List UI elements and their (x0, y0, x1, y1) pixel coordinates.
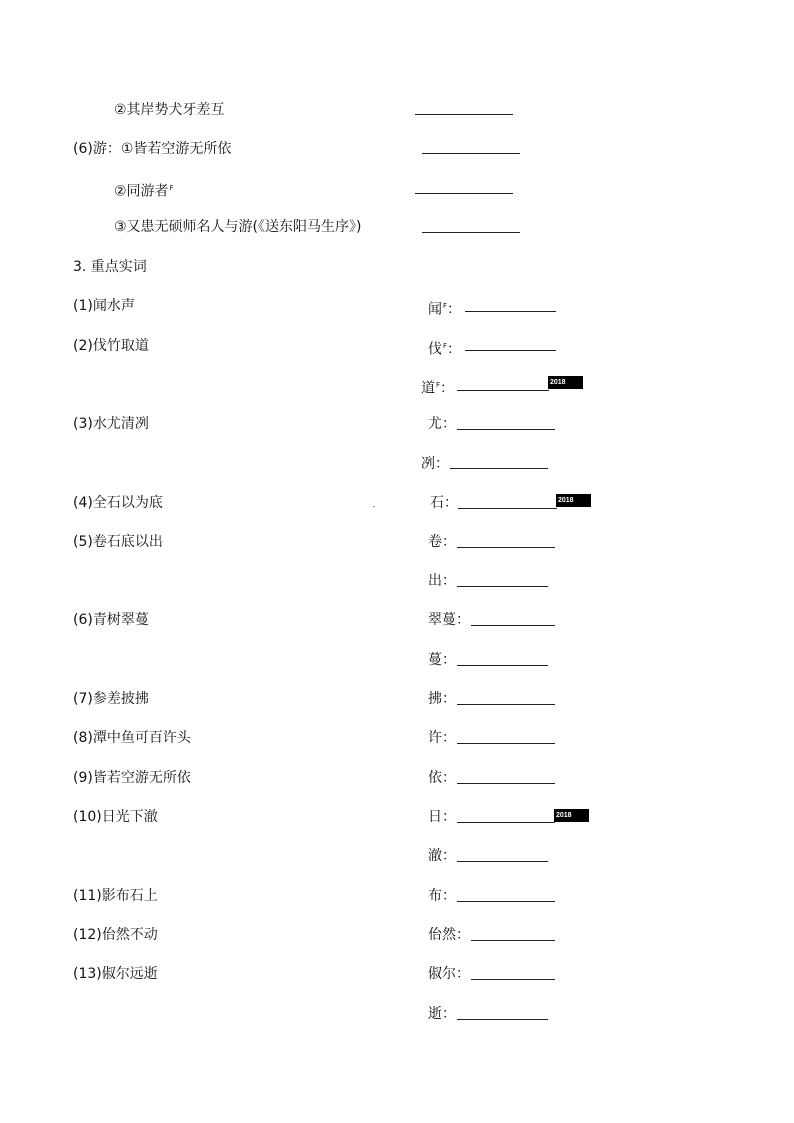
answer-blank[interactable] (415, 114, 513, 115)
sentence-5: (5)卷石底以出 (73, 534, 163, 550)
answer-blank[interactable] (458, 508, 557, 509)
word-shi-gone: 逝： (428, 1006, 456, 1022)
answer-blank[interactable] (465, 350, 556, 351)
sentence-4: (4)全石以为底 (73, 495, 163, 511)
sentence-3: (3)水尤清冽 (73, 416, 149, 432)
answer-blank[interactable] (471, 940, 555, 941)
word-che: 澈： (428, 848, 456, 864)
word-wen: 闻$^F$： (428, 301, 462, 318)
sentence-10: (10)日光下澈 (73, 809, 158, 825)
answer-blank[interactable] (457, 704, 555, 705)
answer-blank[interactable] (457, 901, 555, 902)
sentence-12: (12)佁然不动 (73, 927, 158, 943)
answer-blank[interactable] (457, 1019, 548, 1020)
answer-blank[interactable] (457, 822, 555, 823)
word-yi: 依： (428, 770, 456, 786)
answer-blank[interactable] (457, 586, 548, 587)
word-cui-man: 翠蔓： (428, 612, 470, 628)
answer-blank[interactable] (471, 625, 555, 626)
answer-blank[interactable] (457, 429, 555, 430)
watermark-tag: 2018 (554, 809, 589, 822)
stray-dot (373, 506, 375, 507)
answer-blank[interactable] (457, 783, 555, 784)
answer-blank[interactable] (457, 743, 555, 744)
answer-blank[interactable] (415, 193, 513, 194)
answer-blank[interactable] (457, 547, 555, 548)
answer-blank[interactable] (450, 468, 548, 469)
sentence-6: (6)青树翠蔓 (73, 612, 149, 628)
sentence-13: (13)俶尔远逝 (73, 966, 158, 982)
sentence-8: (8)潭中鱼可百许头 (73, 730, 191, 746)
word-yi-ran: 佁然： (428, 927, 470, 943)
answer-blank[interactable] (457, 861, 548, 862)
word-juan: 卷： (428, 534, 456, 550)
item-you-2: ②同游者$^F$ (114, 183, 174, 200)
word-chu: 出： (428, 573, 456, 589)
sentence-11: (11)影布石上 (73, 888, 158, 904)
answer-blank[interactable] (465, 311, 556, 312)
word-man: 蔓： (428, 652, 456, 668)
sentence-1: (1)闻水声 (73, 298, 135, 314)
watermark-tag: 2018 (556, 494, 591, 507)
word-you: 尤： (428, 416, 456, 432)
word-chu-er: 俶尔： (428, 966, 470, 982)
word-xu: 许： (428, 730, 456, 746)
word-lie: 冽： (421, 456, 449, 472)
word-bu: 布： (428, 888, 456, 904)
word-fa: 伐$^F$： (428, 341, 462, 358)
word-ri: 日： (428, 809, 456, 825)
word-dao: 道$^F$： (421, 380, 455, 397)
section-heading: 3. 重点实词 (73, 259, 147, 275)
answer-blank[interactable] (471, 979, 555, 980)
answer-blank[interactable] (422, 153, 520, 154)
item-you-3: ③又患无硕师名人与游(《送东阳马生序》) (114, 219, 362, 235)
item-you-1: (6)游：①皆若空游无所依 (73, 141, 232, 157)
sentence-9: (9)皆若空游无所依 (73, 770, 191, 786)
sentence-7: (7)参差披拂 (73, 691, 149, 707)
word-fu: 拂： (428, 691, 456, 707)
answer-blank[interactable] (457, 390, 549, 391)
sentence-2: (2)伐竹取道 (73, 338, 149, 354)
answer-blank[interactable] (457, 665, 548, 666)
item-an-shi: ②其岸势犬牙差互 (114, 102, 225, 118)
answer-blank[interactable] (422, 232, 520, 233)
watermark-tag: 2018 (548, 376, 583, 389)
word-shi: 石： (430, 495, 458, 511)
